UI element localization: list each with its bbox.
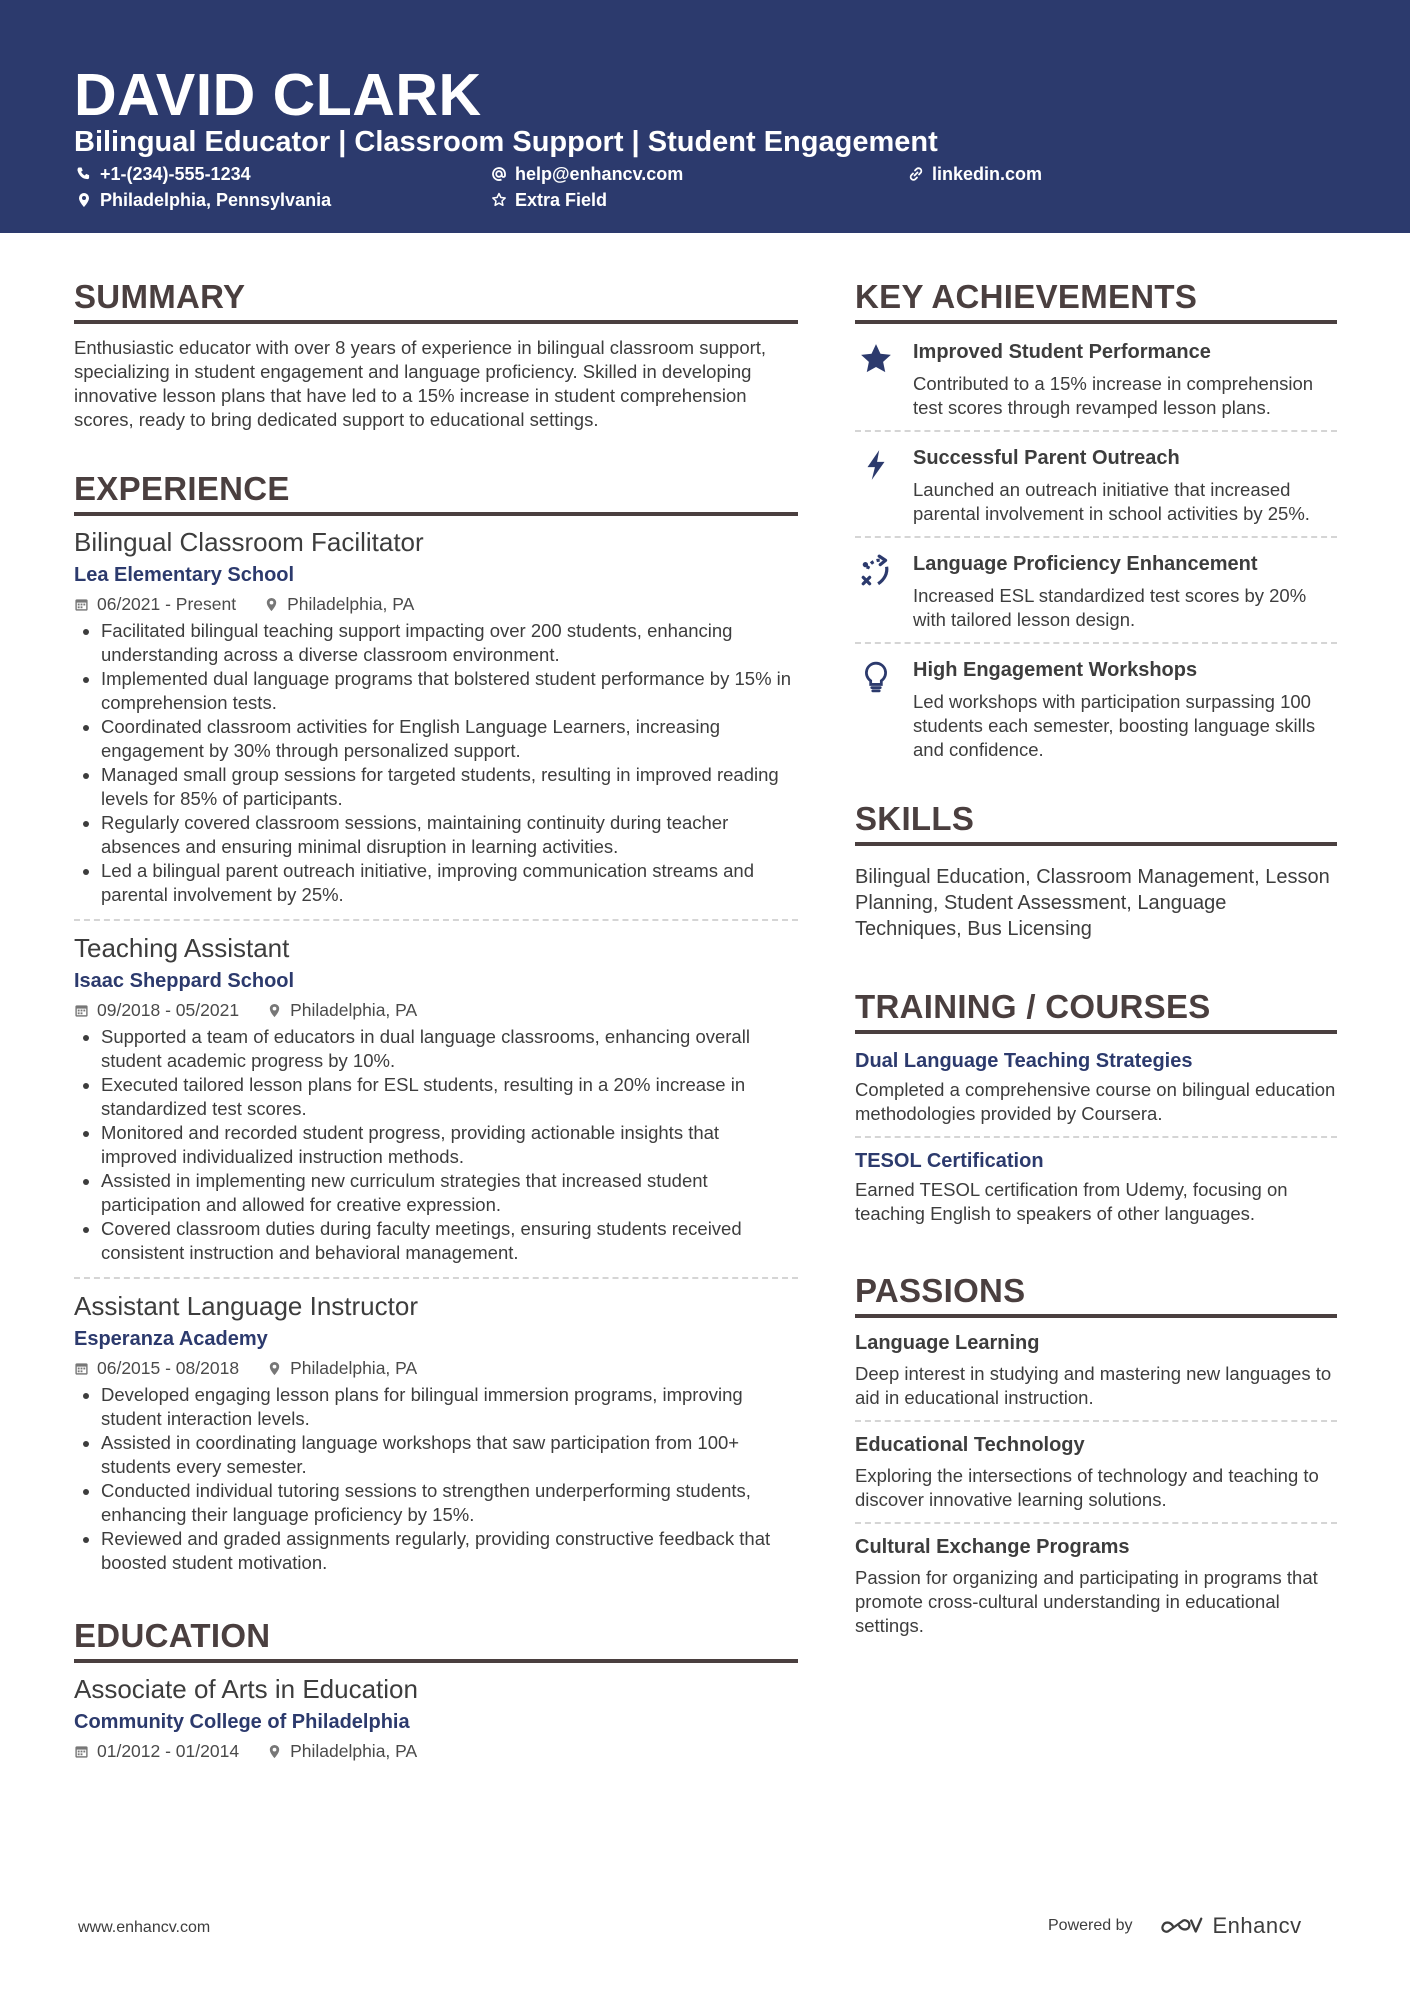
section-divider xyxy=(855,842,1337,846)
entry-divider xyxy=(855,430,1337,432)
contact-phone xyxy=(76,162,251,186)
contact-email[interactable] xyxy=(491,162,683,186)
enhancv-logo-icon xyxy=(1159,1915,1205,1937)
calendar-icon xyxy=(74,597,89,612)
contact-location xyxy=(76,188,331,212)
job-bullets xyxy=(74,619,798,907)
entry-divider xyxy=(855,1522,1337,1524)
footer-branding xyxy=(1048,1913,1302,1939)
course-desc: Earned TESOL certification from Udemy, focusing on teaching English to speakers of other languages. xyxy=(855,1179,1288,1224)
job-title: Bilingual Classroom Facilitator xyxy=(74,527,424,557)
calendar-icon xyxy=(74,1744,89,1759)
achievement-item xyxy=(855,656,1337,762)
resume-header xyxy=(0,0,1410,233)
bullet-item: Regularly covered classroom sessions, maintaining continuity during teacher absences and ensuring minimal disruption in learning activities. xyxy=(74,811,798,859)
bolt-icon xyxy=(855,444,913,526)
section-title-passions: PASSIONS xyxy=(855,1272,1026,1309)
job-dates-text: 09/2018 - 05/2021 xyxy=(97,1000,240,1020)
section-title-experience: EXPERIENCE xyxy=(74,470,290,507)
job-title: Teaching Assistant xyxy=(74,933,290,963)
experience-entry xyxy=(74,1290,798,1575)
achievement-title: Improved Student Performance xyxy=(913,341,1211,363)
experience-entry xyxy=(74,526,798,907)
education-section xyxy=(74,1617,798,1763)
entry-divider xyxy=(855,536,1337,538)
achievement-title: Language Proficiency Enhancement xyxy=(913,553,1258,575)
email-text[interactable]: help@enhancv.com xyxy=(515,164,684,184)
company-name: Esperanza Academy xyxy=(74,1328,268,1350)
education-dates xyxy=(74,1739,239,1763)
experience-entry xyxy=(74,932,798,1265)
brand-name: Enhancv xyxy=(1212,1913,1302,1938)
lightbulb-icon xyxy=(855,656,913,762)
passion-title: Educational Technology xyxy=(855,1434,1085,1456)
school-name: Community College of Philadelphia xyxy=(74,1711,410,1733)
bullet-item: Monitored and recorded student progress, providing actionable insights that improved individualized instruction methods. xyxy=(74,1121,798,1169)
achievement-item xyxy=(855,444,1337,526)
achievement-item xyxy=(855,550,1337,632)
achievement-desc: Contributed to a 15% increase in comprehension test scores through revamped lesson plans. xyxy=(913,373,1314,418)
candidate-name: DAVID CLARK xyxy=(74,62,482,128)
achievement-title: Successful Parent Outreach xyxy=(913,447,1180,469)
course-title: Dual Language Teaching Strategies xyxy=(855,1050,1193,1072)
achievement-title: High Engagement Workshops xyxy=(913,659,1198,681)
bullet-item: Coordinated classroom activities for English Language Learners, increasing engagement by 30% through personalized support. xyxy=(74,715,798,763)
powered-by-label: Powered by xyxy=(1048,1917,1133,1934)
passion-item xyxy=(855,1534,1337,1638)
entry-divider xyxy=(855,1420,1337,1422)
bullet-item: Facilitated bilingual teaching support impacting over 200 students, enhancing understanding across a diverse classroom environment. xyxy=(74,619,798,667)
passion-title: Language Learning xyxy=(855,1332,1040,1354)
entry-divider xyxy=(74,1277,798,1279)
passion-desc: Passion for organizing and participating in programs that promote cross-cultural understanding in educational settings. xyxy=(855,1567,1318,1636)
education-dates-text: 01/2012 - 01/2014 xyxy=(97,1741,240,1761)
right-column xyxy=(855,278,1337,1638)
achievement-item xyxy=(855,338,1337,420)
bullet-item: Executed tailored lesson plans for ESL students, resulting in a 20% increase in standardized test scores. xyxy=(74,1073,798,1121)
skills-section xyxy=(855,800,1337,942)
summary-text: Enthusiastic educator with over 8 years of experience in bilingual classroom support, specializing in student engagement and language proficiency. Skilled in developing innovative lesson plans that have led to a 15% increase in student comprehension scores, ready to bring dedicated support to educational settings. xyxy=(74,337,767,430)
section-title-summary: SUMMARY xyxy=(74,278,246,315)
passion-desc: Deep interest in studying and mastering new languages to aid in educational instruction. xyxy=(855,1363,1332,1408)
location-pin-icon xyxy=(267,1744,282,1759)
entry-divider xyxy=(74,919,798,921)
bullet-item: Managed small group sessions for targeted students, resulting in improved reading levels for 85% of participants. xyxy=(74,763,798,811)
section-divider xyxy=(74,320,798,324)
section-title-skills: SKILLS xyxy=(855,800,975,837)
achievements-section xyxy=(855,278,1337,762)
course-desc: Completed a comprehensive course on bilingual education methodologies provided by Coursera. xyxy=(855,1079,1336,1124)
section-divider xyxy=(855,1030,1337,1034)
job-bullets xyxy=(74,1025,798,1265)
location-pin-icon xyxy=(267,1361,282,1376)
bullet-item: Reviewed and graded assignments regularly, providing constructive feedback that boosted student motivation. xyxy=(74,1527,798,1575)
job-dates xyxy=(74,1356,239,1380)
job-location-text: Philadelphia, PA xyxy=(290,1358,418,1378)
entry-divider xyxy=(855,1136,1337,1138)
job-dates xyxy=(74,998,239,1022)
job-meta xyxy=(74,998,798,1022)
job-meta xyxy=(74,592,798,616)
location-pin-icon xyxy=(76,192,92,208)
section-divider xyxy=(855,1314,1337,1318)
company-name: Lea Elementary School xyxy=(74,564,295,586)
bullet-item: Assisted in coordinating language workshops that saw participation from 100+ students every semester. xyxy=(74,1431,798,1479)
training-section xyxy=(855,988,1337,1226)
job-dates xyxy=(74,592,236,616)
company-name: Isaac Sheppard School xyxy=(74,970,295,992)
job-location-text: Philadelphia, PA xyxy=(290,1000,418,1020)
passion-item xyxy=(855,1330,1337,1410)
contact-extra xyxy=(491,188,607,212)
location-pin-icon xyxy=(267,1003,282,1018)
location-pin-icon xyxy=(264,597,279,612)
job-title: Assistant Language Instructor xyxy=(74,1291,418,1321)
section-divider xyxy=(855,320,1337,324)
passion-desc: Exploring the intersections of technology and teaching to discover innovative learning solutions. xyxy=(855,1465,1319,1510)
job-dates-text: 06/2021 - Present xyxy=(97,594,237,614)
job-location xyxy=(267,1356,417,1380)
achievement-desc: Led workshops with participation surpassing 100 students each semester, boosting language skills and confidence. xyxy=(913,691,1316,760)
achievement-desc: Increased ESL standardized test scores by 20% with tailored lesson design. xyxy=(913,585,1307,630)
bullet-item: Led a bilingual parent outreach initiative, improving communication streams and parental involvement by 25%. xyxy=(74,859,798,907)
passions-section xyxy=(855,1272,1337,1638)
calendar-icon xyxy=(74,1003,89,1018)
bullet-item: Implemented dual language programs that bolstered student performance by 15% in comprehension tests. xyxy=(74,667,798,715)
star-outline-icon xyxy=(491,192,507,208)
bullet-item: Supported a team of educators in dual language classrooms, enhancing overall student academic progress by 10%. xyxy=(74,1025,798,1073)
bullet-item: Developed engaging lesson plans for bilingual immersion programs, improving student interaction levels. xyxy=(74,1383,798,1431)
calendar-icon xyxy=(74,1361,89,1376)
brand-logo[interactable] xyxy=(1159,1913,1302,1939)
phone-icon xyxy=(76,166,92,182)
job-dates-text: 06/2015 - 08/2018 xyxy=(97,1358,240,1378)
at-icon xyxy=(491,166,507,182)
job-location xyxy=(267,998,417,1022)
summary-section xyxy=(74,278,798,432)
job-location-text: Philadelphia, PA xyxy=(287,594,415,614)
candidate-headline: Bilingual Educator | Classroom Support | Student Engagement xyxy=(74,126,938,158)
section-divider xyxy=(74,512,798,516)
skills-list: Bilingual Education, Classroom Management, Lesson Planning, Student Assessment, Language Techniques, Bus Licensing xyxy=(855,866,1330,940)
job-bullets xyxy=(74,1383,798,1575)
link-icon xyxy=(908,166,924,182)
location-text: Philadelphia, Pennsylvania xyxy=(100,190,332,210)
education-location-text: Philadelphia, PA xyxy=(290,1741,418,1761)
education-location xyxy=(267,1739,417,1763)
education-entry xyxy=(74,1673,798,1763)
left-column xyxy=(74,278,798,1763)
job-meta xyxy=(74,1356,798,1380)
course-title: TESOL Certification xyxy=(855,1150,1044,1172)
course-item xyxy=(855,1048,1337,1126)
section-divider xyxy=(74,1659,798,1663)
course-item xyxy=(855,1148,1337,1226)
star-icon xyxy=(855,338,913,420)
section-title-training: TRAINING / COURSES xyxy=(855,988,1211,1025)
passion-item xyxy=(855,1432,1337,1512)
linkedin-text[interactable]: linkedin.com xyxy=(932,164,1043,184)
extra-field-text: Extra Field xyxy=(515,190,608,210)
contact-linkedin[interactable] xyxy=(908,162,1042,186)
phone-text: +1-(234)-555-1234 xyxy=(100,164,251,184)
experience-section xyxy=(74,470,798,1575)
bullet-item: Covered classroom duties during faculty meetings, ensuring students received consistent instruction and behavioral management. xyxy=(74,1217,798,1265)
section-title-education: EDUCATION xyxy=(74,1617,271,1654)
education-meta xyxy=(74,1739,798,1763)
achievement-desc: Launched an outreach initiative that increased parental involvement in school activities by 25%. xyxy=(913,479,1310,524)
bullet-item: Conducted individual tutoring sessions to strengthen underperforming students, enhancing their language proficiency by 15%. xyxy=(74,1479,798,1527)
footer-website[interactable]: www.enhancv.com xyxy=(78,1919,211,1936)
passion-title: Cultural Exchange Programs xyxy=(855,1536,1130,1558)
section-title-achievements: KEY ACHIEVEMENTS xyxy=(855,278,1198,315)
entry-divider xyxy=(855,642,1337,644)
degree-title: Associate of Arts in Education xyxy=(74,1674,418,1704)
bullet-item: Assisted in implementing new curriculum strategies that increased student participation and allowed for creative expression. xyxy=(74,1169,798,1217)
strategy-icon xyxy=(855,550,913,632)
job-location xyxy=(264,592,414,616)
